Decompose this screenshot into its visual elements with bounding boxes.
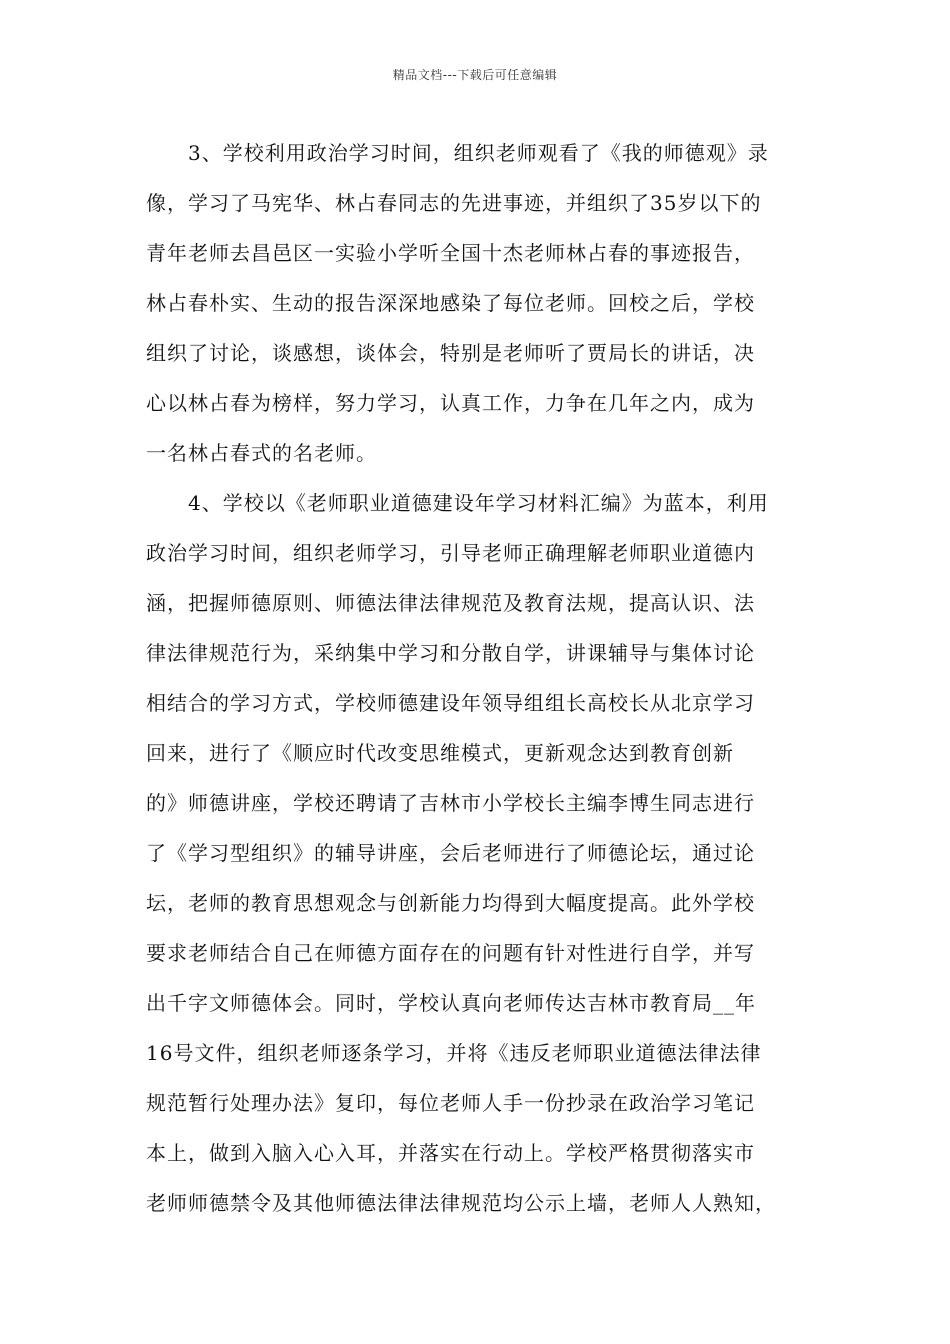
page-header: 精品文档---下载后可任意编辑 [392,68,558,82]
paragraph-line: 了《学习型组织》的辅导讲座，会后老师进行了师德论坛，通过论 [146,841,755,865]
document-body [146,128,806,1228]
paragraph-line: 一名林占春式的名老师。 [146,441,377,465]
paragraph-line: 青年老师去昌邑区一实验小学听全国十杰老师林占春的事迹报告， [146,241,755,265]
paragraph-line: 要求老师结合自己在师德方面存在的问题有针对性进行自学，并写 [146,941,755,965]
paragraph-line: 像，学习了马宪华、林占春同志的先进事迹，并组织了35岁以下的 [146,191,762,215]
paragraph-line: 的》师德讲座，学校还聘请了吉林市小学校长主编李博生同志进行 [146,791,755,815]
paragraph-line: 涵，把握师德原则、师德法律法律规范及教育法规，提高认识、法 [146,591,755,615]
paragraph-line: 政治学习时间，组织老师学习，引导老师正确理解老师职业道德内 [146,541,755,565]
paragraph-line: 心以林占春为榜样，努力学习，认真工作，力争在几年之内，成为 [146,391,755,415]
paragraph-line: 回来，进行了《顺应时代改变思维模式，更新观念达到教育创新 [146,741,734,765]
paragraph-line: 相结合的学习方式，学校师德建设年领导组组长高校长从北京学习 [146,691,755,715]
paragraph-line: 规范暂行处理办法》复印，每位老师人手一份抄录在政治学习笔记 [146,1091,755,1115]
paragraph-line: 出千字文师德体会。同时，学校认真向老师传达吉林市教育局__年 [146,991,756,1015]
paragraph-line: 16号文件，组织老师逐条学习，并将《违反老师职业道德法律法律 [146,1041,762,1065]
paragraph-line: 4、学校以《老师职业道德建设年学习材料汇编》为蓝本，利用 [188,491,769,515]
paragraph-line: 本上，做到入脑入心入耳，并落实在行动上。学校严格贯彻落实市 [146,1141,755,1165]
paragraph-line: 3、学校利用政治学习时间，组织老师观看了《我的师德观》录 [188,141,769,165]
paragraph-line: 老师师德禁令及其他师德法律法律规范均公示上墙，老师人人熟知， [146,1191,776,1215]
paragraph-line: 坛，老师的教育思想观念与创新能力均得到大幅度提高。此外学校 [146,891,755,915]
paragraph-line: 律法律规范行为，采纳集中学习和分散自学，讲课辅导与集体讨论 [146,641,755,665]
paragraph-line: 林占春朴实、生动的报告深深地感染了每位老师。回校之后，学校 [146,291,755,315]
paragraph-line: 组织了讨论，谈感想，谈体会，特别是老师听了贾局长的讲话，决 [146,341,755,365]
